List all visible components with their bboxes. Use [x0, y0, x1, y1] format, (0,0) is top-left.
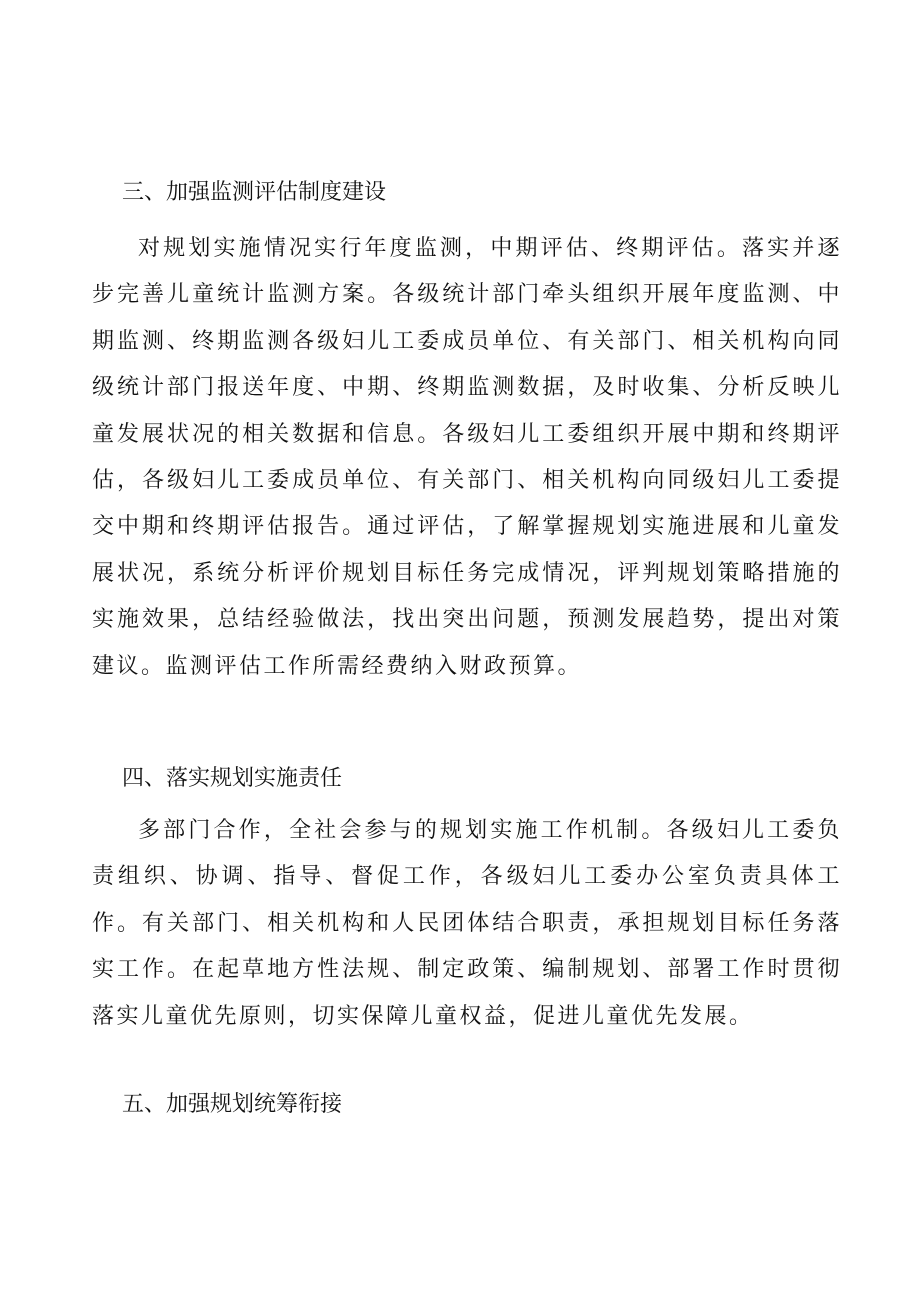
section-heading: 四、落实规划实施责任	[122, 766, 343, 791]
section-heading: 三、加强监测评估制度建设	[122, 180, 387, 205]
section-paragraph: 对规划实施情况实行年度监测，中期评估、终期评估。落实并逐步完善儿童统计监测方案。各级统计部门牵头组织开展年度监测、中期监测、终期监测各级妇儿工委成员单位、有关部门、相关机构向同级统计部门报送年度、中期、终期监测数据，及时收集、分析反映儿童发展状况的相关数据和信息。各级妇儿工委组织开展中期和终期评估，各级妇儿工委成员单位、有关部门、相关机构向同级妇儿工委提交中期和终期评估报告。通过评估，了解掌握规划实施进展和儿童发展状况，系统分析评价规划目标任务完成情况，评判规划策略措施的实施效果，总结经验做法，找出突出问题，预测发展趋势，提出对策建议。监测评估工作所需经费纳入财政预算。	[92, 236, 842, 679]
section-paragraph: 多部门合作，全社会参与的规划实施工作机制。各级妇儿工委负责组织、协调、指导、督促工作，各级妇儿工委办公室负责具体工作。有关部门、相关机构和人民团体结合职责，承担规划目标任务落实工作。在起草地方性法规、制定政策、编制规划、部署工作时贯彻落实儿童优先原则，切实保障儿童权益，促进儿童优先发展。	[92, 818, 842, 1029]
section-heading: 五、加强规划统筹衔接	[122, 1092, 343, 1117]
